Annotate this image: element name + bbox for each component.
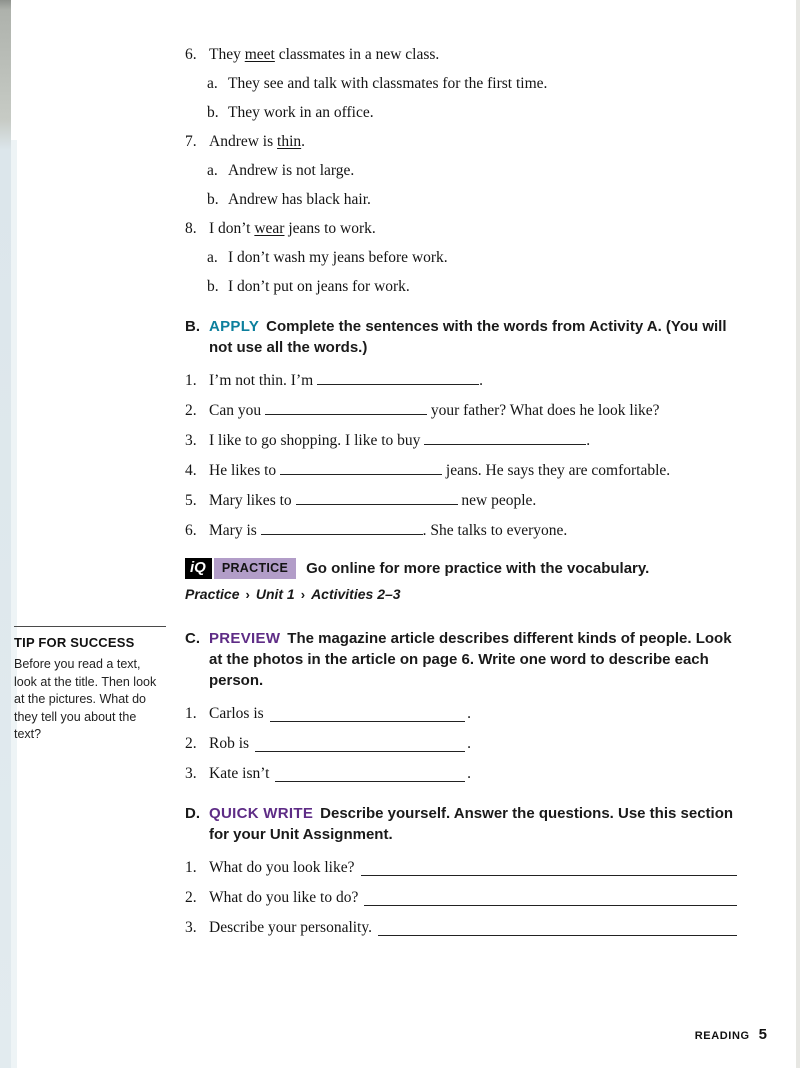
answer-blank	[275, 765, 465, 782]
item-number: 3.	[185, 765, 197, 782]
section-letter: B.	[185, 318, 200, 335]
item-stem	[185, 218, 737, 240]
section-b-heading	[185, 316, 737, 358]
sentence-text: Kate isn’t	[209, 765, 270, 782]
section-letter: D.	[185, 805, 200, 822]
option-text: I don’t put on jeans for work.	[228, 278, 410, 295]
option-a	[207, 160, 737, 182]
underlined-word: wear	[254, 220, 285, 237]
option-text: Andrew has black hair.	[228, 191, 371, 208]
item-number: 1.	[185, 705, 197, 722]
sentence-text: .	[479, 372, 483, 389]
fill-item-b6	[185, 520, 737, 542]
sentence-text: Carlos is	[209, 705, 264, 722]
option-letter: b.	[207, 191, 219, 208]
underlined-word: thin	[277, 133, 302, 150]
sentence-text: jeans to work.	[284, 220, 376, 237]
item-number: 7.	[185, 133, 197, 150]
item-number: 4.	[185, 462, 197, 479]
answer-blank	[424, 430, 586, 445]
answer-blank	[270, 705, 465, 722]
option-a	[207, 247, 737, 269]
fill-item-d1	[185, 857, 737, 879]
item-number: 6.	[185, 46, 197, 63]
section-instructions: Describe yourself. Answer the questions. Use this section for your Unit Assignment.	[209, 805, 734, 843]
sentence-text: Rob is	[209, 735, 250, 752]
item-stem	[185, 44, 737, 66]
option-b	[207, 276, 737, 298]
item-number: 1.	[185, 372, 197, 389]
section-keyword: APPLY	[209, 318, 260, 335]
sentence-text: Can you	[209, 402, 265, 419]
option-b	[207, 189, 737, 211]
option-letter: a.	[207, 162, 218, 179]
option-letter: a.	[207, 75, 218, 92]
sentence-text: Andrew is	[209, 133, 278, 150]
sentence-text: I don’t	[209, 220, 255, 237]
sentence-text: Mary likes to	[209, 492, 296, 509]
section-c-heading	[185, 628, 737, 691]
sentence-text: What do you like to do?	[209, 889, 359, 906]
fill-item-b5	[185, 490, 737, 512]
sentence-text: classmates in a new class.	[274, 46, 440, 63]
sentence-text: .	[467, 705, 471, 722]
answer-blank	[261, 520, 423, 535]
page-footer	[695, 1026, 767, 1044]
fill-item-d3	[185, 917, 737, 939]
fill-item-d2	[185, 887, 737, 909]
iq-logo: iQ	[185, 558, 212, 579]
answer-blank	[280, 460, 442, 475]
answer-blank	[317, 370, 479, 385]
section-letter: C.	[185, 630, 200, 647]
option-text: I don’t wash my jeans before work.	[228, 249, 448, 266]
option-text: They work in an office.	[228, 104, 374, 121]
option-b	[207, 102, 737, 124]
fill-item-b2	[185, 400, 737, 422]
sentence-text: new people.	[457, 492, 537, 509]
iq-practice-strip	[185, 558, 737, 579]
item-number: 5.	[185, 492, 197, 509]
option-text: They see and talk with classmates for the first time.	[228, 75, 548, 92]
fill-item-c1	[185, 703, 471, 725]
sentence-text: What do you look like?	[209, 859, 355, 876]
section-keyword: QUICK WRITE	[209, 805, 314, 822]
page-number: 5	[758, 1026, 767, 1043]
sentence-text: Describe your personality.	[209, 919, 372, 936]
footer-section-label: READING	[694, 1030, 750, 1042]
item-number: 8.	[185, 220, 197, 237]
option-letter: a.	[207, 249, 218, 266]
item-stem	[185, 131, 737, 153]
answer-blank	[265, 400, 427, 415]
exercise-item-6	[185, 44, 737, 124]
item-number: 3.	[185, 919, 197, 936]
answer-blank	[378, 919, 737, 936]
scan-edge-right	[796, 0, 800, 1068]
exercise-item-7	[185, 131, 737, 211]
sentence-text: your father? What does he look like?	[426, 402, 660, 419]
option-text: Andrew is not large.	[228, 162, 355, 179]
sentence-text: .	[467, 735, 471, 752]
sentence-text: .	[467, 765, 471, 782]
tip-heading: TIP FOR SUCCESS	[14, 626, 166, 650]
underlined-word: meet	[244, 46, 275, 63]
sentence-text: .	[301, 133, 306, 150]
option-a	[207, 73, 737, 95]
item-number: 6.	[185, 522, 197, 539]
sentence-text: He likes to	[209, 462, 281, 479]
main-content	[185, 44, 737, 947]
item-number: 3.	[185, 432, 197, 449]
sentence-text: I’m not thin. I’m	[209, 372, 318, 389]
section-keyword: PREVIEW	[209, 630, 281, 647]
chevron-icon: ›	[245, 587, 250, 602]
section-instructions: Complete the sentences with the words from Activity A. (You will not use all the words.)	[209, 318, 727, 356]
sentence-text: I like to go shopping. I like to buy	[209, 432, 425, 449]
answer-blank	[364, 889, 737, 906]
sentence-text: They	[209, 46, 245, 63]
fill-item-b4	[185, 460, 737, 482]
option-letter: b.	[207, 278, 219, 295]
item-number: 1.	[185, 859, 197, 876]
fill-item-b3	[185, 430, 737, 452]
practice-text: Go online for more practice with the vocabulary.	[306, 560, 650, 577]
scan-edge-left	[0, 0, 11, 1068]
breadcrumb-part: Activities 2–3	[311, 586, 401, 602]
answer-blank	[296, 490, 458, 505]
answer-blank	[255, 735, 465, 752]
item-number: 2.	[185, 735, 197, 752]
sentence-text: . She talks to everyone.	[422, 522, 568, 539]
fill-item-c3	[185, 763, 471, 785]
chevron-icon: ›	[300, 587, 306, 602]
sentence-text: .	[586, 432, 591, 449]
item-number: 2.	[185, 402, 197, 419]
sentence-text: jeans. He says they are comfortable.	[442, 462, 671, 479]
section-d-heading	[185, 803, 737, 845]
answer-blank	[361, 859, 738, 876]
tip-body: Before you read a text, look at the title. Then look at the pictures. What do they tell you about the text?	[14, 657, 157, 741]
option-letter: b.	[207, 104, 219, 121]
fill-item-b1	[185, 370, 737, 392]
breadcrumb	[185, 586, 737, 602]
scan-edge-left-inner	[11, 140, 17, 1068]
item-number: 2.	[185, 889, 197, 906]
tip-for-success-box	[14, 626, 166, 744]
section-instructions: The magazine article describes different kinds of people. Look at the photos in the article on page 6. Write one word to describe each person.	[209, 630, 732, 689]
fill-item-c2	[185, 733, 471, 755]
exercise-item-8	[185, 218, 737, 298]
breadcrumb-part: Unit 1	[255, 586, 295, 602]
sentence-text: Mary is	[209, 522, 261, 539]
breadcrumb-part: Practice	[185, 586, 240, 602]
practice-badge: PRACTICE	[214, 558, 296, 579]
